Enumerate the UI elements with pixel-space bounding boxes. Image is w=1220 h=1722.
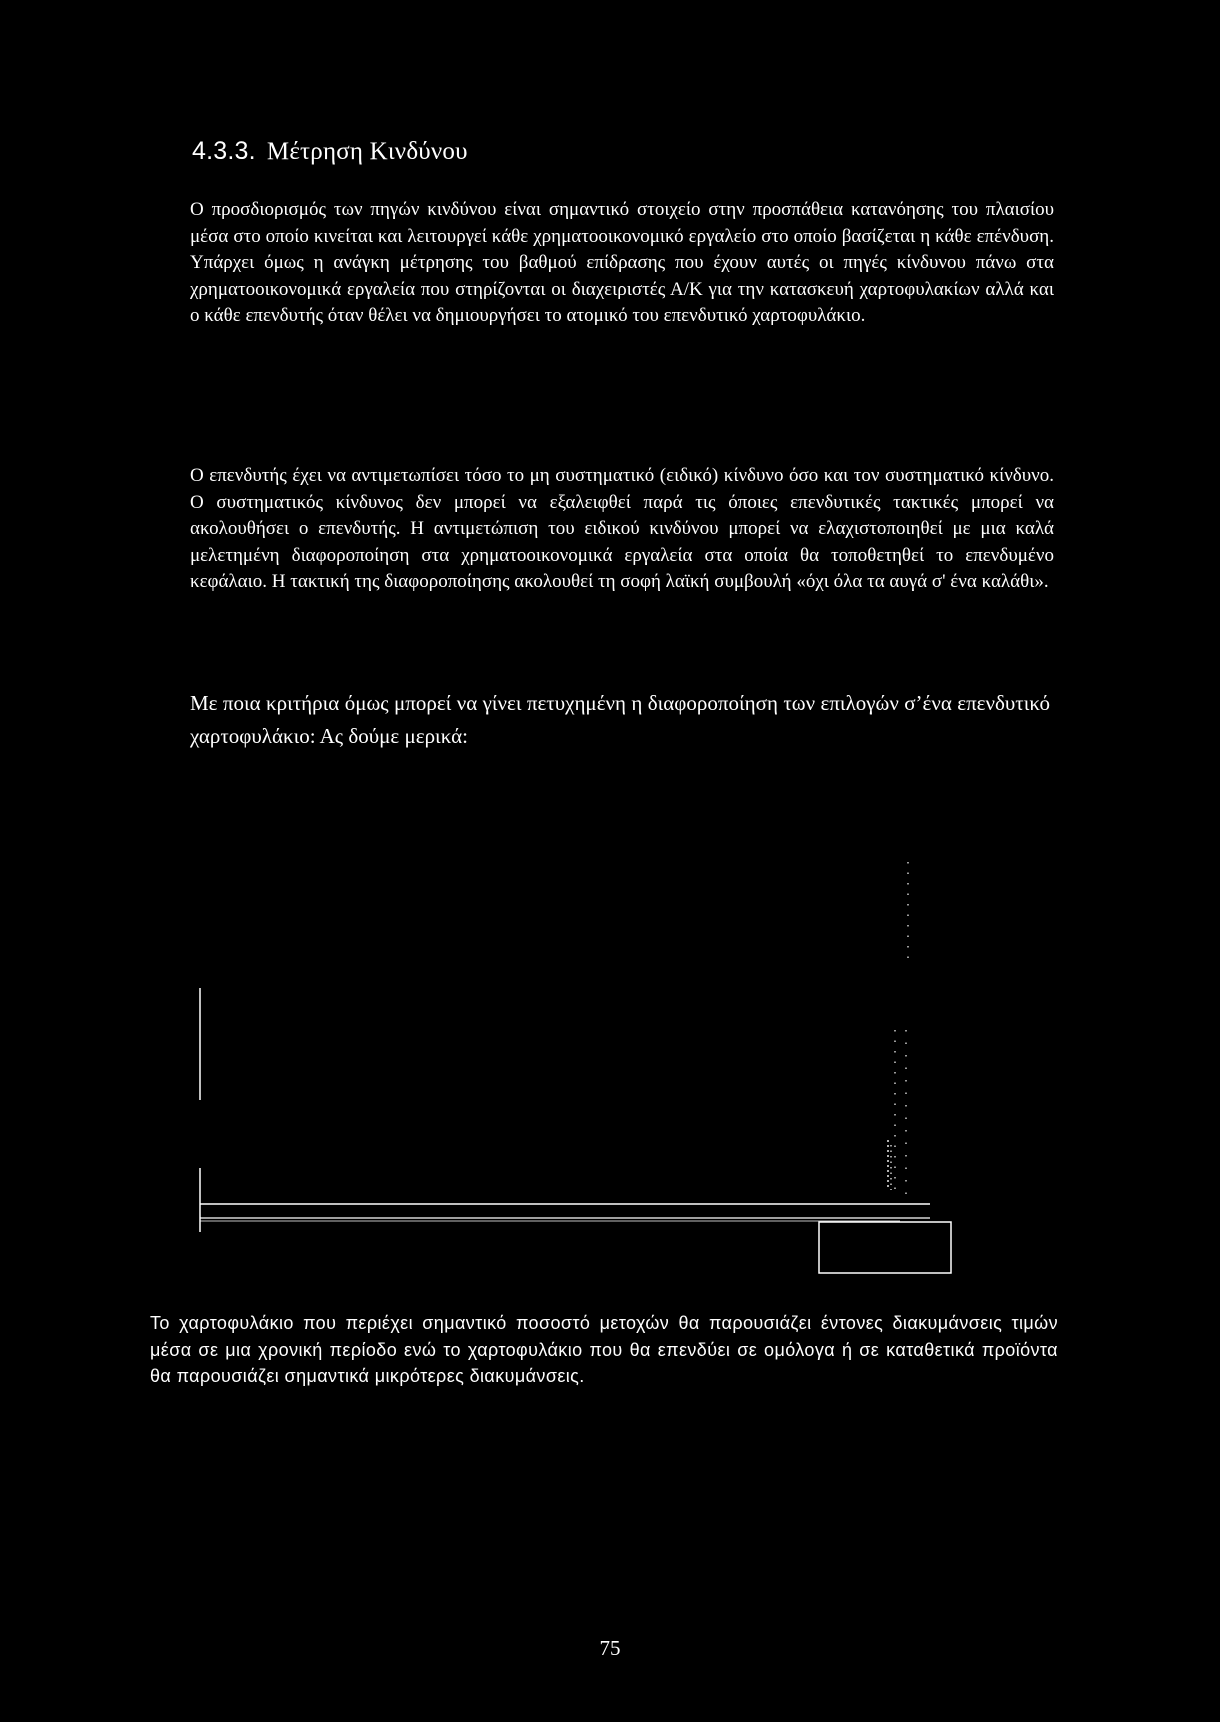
page-number: 75: [599, 1636, 621, 1660]
paragraph-diversification-criteria: Με ποια κριτήρια όμως μπορεί να γίνει πετυχημένη η διαφοροποίηση των επιλογών σ’ένα επενδυτικό χαρτοφυλάκιο: Ας δούμε μερικά:: [190, 691, 1050, 748]
section-number: 4.3.3.: [192, 137, 256, 165]
paragraph-portfolio-volatility: Το χαρτοφυλάκιο που περιέχει σημαντικό ποσοστό μετοχών θα παρουσιάζει έντονες διακυμάνσεις τιμών μέσα σε μια χρονική περίοδο ενώ το χαρτοφυλάκιο που θα επενδύει σε ομόλογα ή σε καταθετικά προϊόντα θα παρουσιάζει σημαντικά μικρότερες διακυμάνσεις.: [150, 1313, 1058, 1386]
empty-box: [819, 1222, 951, 1273]
paragraph-systematic-risk: Ο επενδυτής έχει να αντιμετωπίσει τόσο το μη συστηματικό (ειδικό) κίνδυνο όσο και τον συστηματικό κίνδυνο. Ο συστηματικός κίνδυνος δεν μπορεί να εξαλειφθεί παρά τις όποιες επενδυτικές τακτικές μπορεί να ακολουθήσει ο επενδυτής. Η αντιμετώπιση του ειδικού κινδύνου μπορεί να ελαχιστοποιηθεί με μια καλά μελετημένη διαφοροποίηση στα χρηματοοικονομικά εργαλεία στα οποία θα τοποθετηθεί το επενδυμένο κεφάλαιο. Η τακτική της διαφοροποίησης ακολουθεί τη σοφή λαϊκή συμβουλή «όχι όλα τα αυγά σ' ένα καλάθι».: [190, 465, 1054, 592]
paragraph-risk-sources: Ο προσδιορισμός των πηγών κινδύνου είναι σημαντικό στοιχείο στην προσπάθεια κατανόησης του πλαισίου μέσα στο οποίο κινείται και λειτουργεί κάθε χρηματοοικονομικό εργαλείο στο οποίο βασίζεται η κάθε επένδυση. Υπάρχει όμως η ανάγκη μέτρησης του βαθμού επίδρασης που έχουν αυτές οι πηγές κίνδυνου πάνω στα χρηματοοικονομικά εργαλεία που στηρίζονται οι διαχειριστές Α/Κ για την κατασκευή χαρτοφυλακίων αλλά και ο κάθε επενδυτής όταν θέλει να δημιουργήσει το ατομικό του επενδυτικό χαρτοφυλάκιο.: [190, 199, 1054, 326]
section-title: Μέτρηση Κινδύνου: [266, 138, 468, 165]
